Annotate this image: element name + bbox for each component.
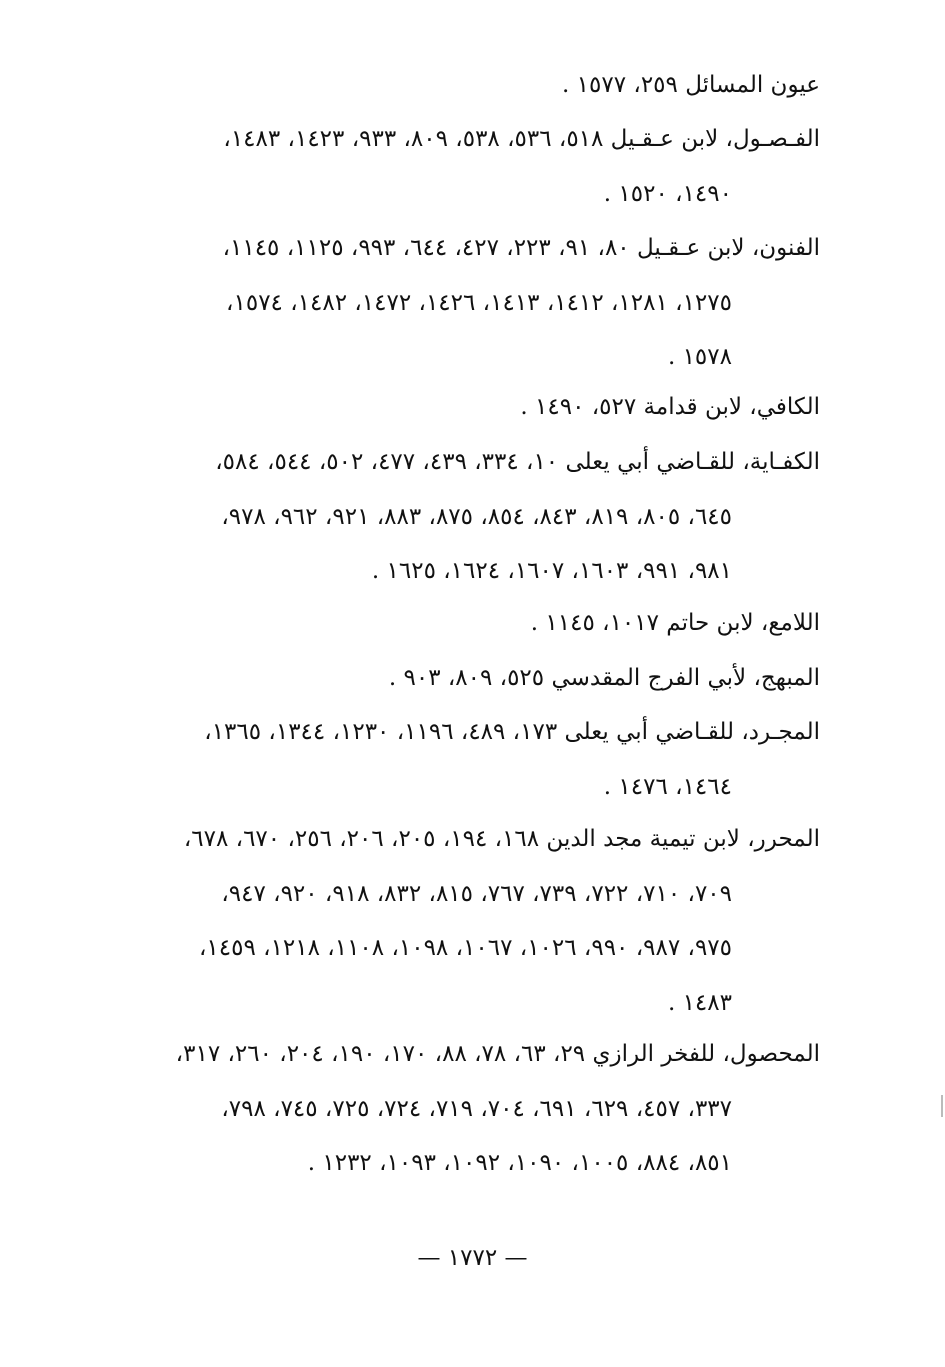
entry-line-continuation: ١٤٦٤، ١٤٧٦ . xyxy=(603,773,732,800)
index-entry-al-fusul xyxy=(100,112,820,221)
index-entry-al-lami xyxy=(100,596,820,651)
entry-line: المبهج، لأبي الفرج المقدسي ٥٢٥، ٨٠٩، ٩٠٣ . xyxy=(388,665,820,691)
entry-line-continuation: ١٢٧٥، ١٢٨١، ١٤١٢، ١٤١٣، ١٤٢٦، ١٤٧٢، ١٤٨٢، ١٥٧٤، xyxy=(226,289,732,316)
entry-line-continuation: ٩٧٥، ٩٨٧، ٩٩٠، ١٠٢٦، ١٠٦٧، ١٠٩٨، ١١٠٨، ١٢١٨، ١٤٥٩، xyxy=(198,935,732,961)
entry-line-continuation: ٩٨١، ٩٩١، ١٦٠٣، ١٦٠٧، ١٦٢٤، ١٦٢٥ . xyxy=(371,558,732,584)
index-entry-uyun-al-masail xyxy=(100,58,820,113)
entry-line: الفـصـول، لابن عـقـيل ٥١٨، ٥٣٦، ٥٣٨، ٨٠٩، ٩٣٣، ١٤٢٣، ١٤٨٣، xyxy=(223,126,820,152)
entry-line: المجـرد، للقـاضي أبي يعلى ١٧٣، ٤٨٩، ١١٩٦، ١٢٣٠، ١٣٤٤، ١٣٦٥، xyxy=(204,719,820,745)
entry-line-continuation: ١٤٨٣ . xyxy=(667,989,732,1016)
entry-line: اللامع، لابن حاتم ١٠١٧، ١١٤٥ . xyxy=(530,610,820,636)
page-number: — ١٧٧٢ — xyxy=(417,1245,528,1271)
index-entry-al-mahsul xyxy=(100,1027,820,1191)
entry-line: المحرر، لابن تيمية مجد الدين ١٦٨، ١٩٤، ٢٠٥، ٢٠٦، ٢٥٦، ٦٧٠، ٦٧٨، xyxy=(183,826,820,852)
index-entry-al-muharrar xyxy=(100,812,820,1030)
entry-line-continuation: ٧٠٩، ٧١٠، ٧٢٢، ٧٣٩، ٧٦٧، ٨١٥، ٨٣٢، ٩١٨، ٩٢٠، ٩٤٧، xyxy=(221,880,732,907)
index-entry-al-kafi xyxy=(100,380,820,435)
entry-line: الكافي، لابن قدامة ٥٢٧، ١٤٩٠ . xyxy=(520,394,820,420)
entry-line-continuation: ٦٤٥، ٨٠٥، ٨١٩، ٨٤٣، ٨٥٤، ٨٧٥، ٨٨٣، ٩٢١، ٩٦٢، ٩٧٨، xyxy=(221,503,732,530)
entry-line: المحصول، للفخر الرازي ٢٩، ٦٣، ٧٨، ٨٨، ١٧٠، ١٩٠، ٢٠٤، ٢٦٠، ٣١٧، xyxy=(175,1041,820,1067)
index-entry-al-mubhij xyxy=(100,651,820,706)
entry-line: الفنون، لابن عـقـيل ٨٠، ٩١، ٢٢٣، ٤٢٧، ٦٤٤، ٩٩٣، ١١٢٥، ١١٤٥، xyxy=(222,235,820,261)
entry-line-continuation: ٨٥١، ٨٨٤، ١٠٠٥، ١٠٩٠، ١٠٩٢، ١٠٩٣، ١٢٣٢ . xyxy=(307,1150,732,1176)
entry-line-continuation: ١٥٧٨ . xyxy=(667,344,732,370)
index-entry-al-mujarrad xyxy=(100,705,820,814)
entry-line-continuation: ١٤٩٠، ١٥٢٠ . xyxy=(603,180,732,207)
entry-line: عيون المسائل ٢٥٩، ١٥٧٧ . xyxy=(562,72,820,98)
index-entry-al-funun xyxy=(100,221,820,385)
entry-line-continuation: ٣٣٧، ٤٥٧، ٦٢٩، ٦٩١، ٧٠٤، ٧١٩، ٧٢٤، ٧٢٥، ٧٤٥، ٧٩٨، xyxy=(221,1095,732,1122)
entry-line: الكفـاية، للقـاضي أبي يعلى ١٠، ٣٣٤، ٤٣٩، ٤٧٧، ٥٠٢، ٥٤٤، ٥٨٤، xyxy=(215,449,820,475)
scan-edge-mark xyxy=(941,1095,943,1117)
index-entry-al-kifaya xyxy=(100,435,820,599)
